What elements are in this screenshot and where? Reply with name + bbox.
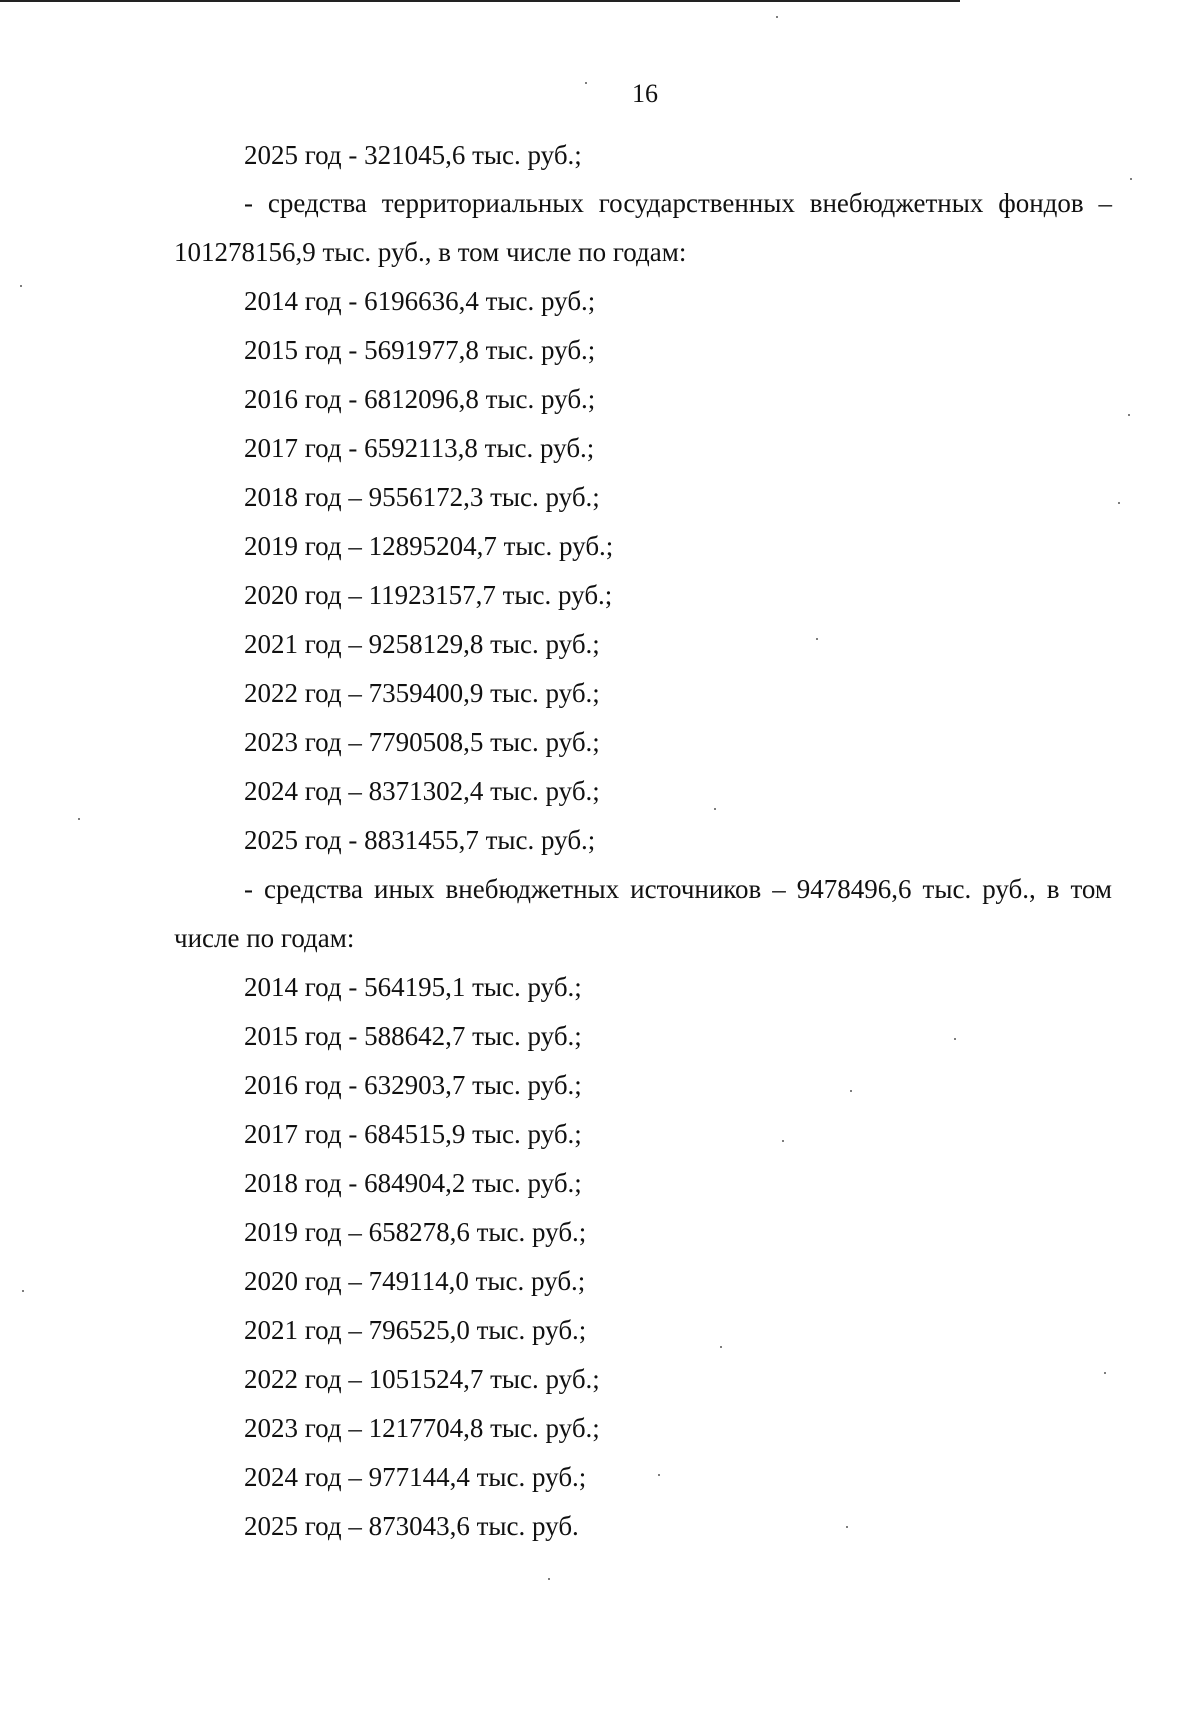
territorial-funds-year-row: 2016 год - 6812096,8 тыс. руб.; (244, 384, 596, 414)
scan-speck (22, 1290, 24, 1292)
scan-speck (20, 285, 22, 287)
other-sources-year-row: 2015 год - 588642,7 тыс. руб.; (244, 1021, 582, 1051)
scan-speck (846, 1526, 848, 1528)
territorial-funds-intro-line2: 101278156,9 тыс. руб., в том числе по годам: (174, 237, 687, 267)
other-sources-year-row: 2024 год – 977144,4 тыс. руб.; (244, 1462, 587, 1492)
other-sources-year-row: 2023 год – 1217704,8 тыс. руб.; (244, 1413, 600, 1443)
other-sources-year-row: 2022 год – 1051524,7 тыс. руб.; (244, 1364, 600, 1394)
scan-speck (1104, 1372, 1106, 1374)
territorial-funds-year-row: 2017 год - 6592113,8 тыс. руб.; (244, 433, 595, 463)
scan-speck (1130, 178, 1132, 180)
other-sources-year-row: 2018 год - 684904,2 тыс. руб.; (244, 1168, 582, 1198)
territorial-funds-year-row: 2019 год – 12895204,7 тыс. руб.; (244, 531, 614, 561)
other-sources-year-row: 2014 год - 564195,1 тыс. руб.; (244, 972, 582, 1002)
scan-speck (1128, 414, 1130, 416)
scan-speck (954, 1038, 956, 1040)
territorial-funds-year-row: 2023 год – 7790508,5 тыс. руб.; (244, 727, 600, 757)
scan-speck (548, 1578, 550, 1580)
scan-speck (850, 1090, 852, 1092)
scan-speck (714, 808, 716, 810)
other-sources-year-row: 2017 год - 684515,9 тыс. руб.; (244, 1119, 582, 1149)
other-sources-year-row: 2016 год - 632903,7 тыс. руб.; (244, 1070, 582, 1100)
other-sources-intro-line2: числе по годам: (174, 923, 355, 953)
territorial-funds-year-row: 2022 год – 7359400,9 тыс. руб.; (244, 678, 600, 708)
territorial-funds-year-row: 2018 год – 9556172,3 тыс. руб.; (244, 482, 600, 512)
scan-speck (585, 82, 587, 84)
scan-speck (776, 16, 778, 18)
scan-speck (78, 818, 80, 820)
scan-speck (816, 638, 818, 640)
other-sources-intro-line1: - средства иных внебюджетных источников – 9478496,6 тыс. руб., в том (244, 874, 1112, 904)
page-number: 16 (632, 79, 658, 108)
scan-speck (782, 1140, 784, 1142)
territorial-funds-year-row: 2014 год - 6196636,4 тыс. руб.; (244, 286, 596, 316)
territorial-funds-intro-line1: - средства территориальных государственных внебюджетных фондов – (244, 188, 1112, 218)
prev-block-last-line: 2025 год - 321045,6 тыс. руб.; (244, 140, 582, 170)
territorial-funds-year-row: 2025 год - 8831455,7 тыс. руб.; (244, 825, 596, 855)
scan-speck (658, 1474, 660, 1476)
other-sources-year-row: 2021 год – 796525,0 тыс. руб.; (244, 1315, 587, 1345)
other-sources-year-row: 2019 год – 658278,6 тыс. руб.; (244, 1217, 587, 1247)
territorial-funds-year-row: 2015 год - 5691977,8 тыс. руб.; (244, 335, 596, 365)
territorial-funds-year-row: 2020 год – 11923157,7 тыс. руб.; (244, 580, 613, 610)
other-sources-year-row: 2025 год – 873043,6 тыс. руб. (244, 1511, 579, 1541)
other-sources-year-row: 2020 год – 749114,0 тыс. руб.; (244, 1266, 586, 1296)
territorial-funds-year-row: 2024 год – 8371302,4 тыс. руб.; (244, 776, 600, 806)
territorial-funds-year-row: 2021 год – 9258129,8 тыс. руб.; (244, 629, 600, 659)
scan-speck (720, 1346, 722, 1348)
scan-top-edge (0, 0, 960, 2)
scan-speck (1118, 502, 1120, 504)
